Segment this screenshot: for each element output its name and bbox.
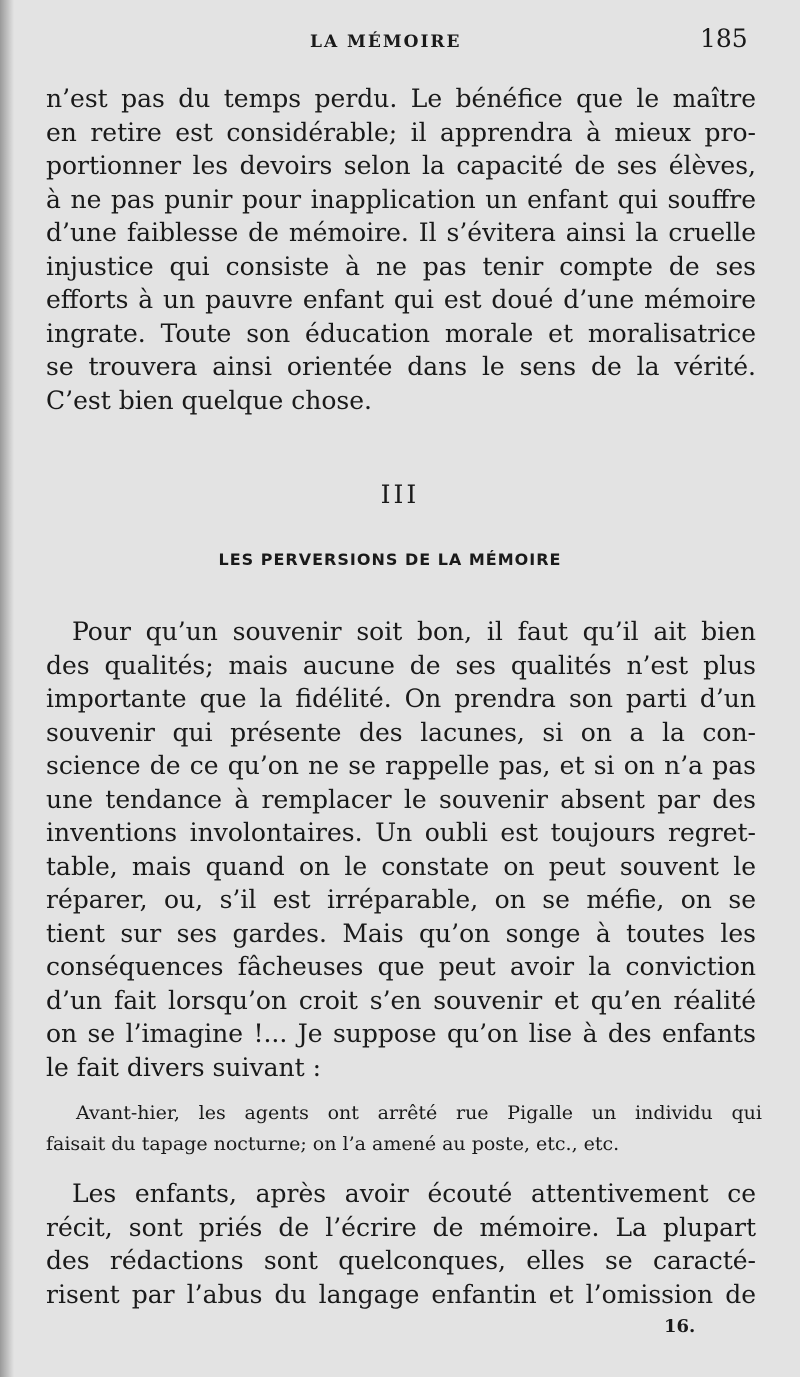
binding-shadow — [0, 0, 14, 1377]
page-number: 185 — [700, 24, 748, 53]
quoted-news-item — [46, 1098, 762, 1160]
text-line: des qualités; mais aucune de ses qualités n’est plus — [46, 650, 756, 680]
paragraph-continuation — [46, 82, 756, 417]
section-title: LES PERVERSIONS DE LA MÉMOIRE — [218, 550, 562, 569]
text-line: efforts à un pauvre enfant qui est doué d’une mémoire — [46, 285, 756, 314]
text-line: souvenir qui présente des lacunes, si on a la con- — [46, 717, 756, 747]
text-line: des rédactions sont quelconques, elles se caracté- — [46, 1246, 756, 1275]
text-line: n’est pas du temps perdu. Le bénéfice que le maître — [46, 84, 756, 113]
signature-mark: 16. — [664, 1316, 696, 1337]
running-head — [0, 24, 800, 60]
quote-line: Avant-hier, les agents ont arrêté rue Pigalle un individu qui — [76, 1102, 762, 1124]
text-line: en retire est considérable; il apprendra à mieux pro- — [46, 117, 756, 147]
text-line: ingrate. Toute son éducation morale et moralisatrice — [46, 318, 756, 348]
text-line: une tendance à remplacer le souvenir absent par des — [46, 784, 756, 814]
text-line: réparer, ou, s’il est irréparable, on se méfie, on se — [46, 885, 756, 914]
text-line: on se l’imagine !... Je suppose qu’on lise à des enfants — [46, 1019, 756, 1048]
text-line: d’un fait lorsqu’on croit s’en souvenir et qu’en réalité — [46, 985, 756, 1015]
text-line: inventions involontaires. Un oubli est toujours regret- — [46, 818, 756, 847]
text-line: d’une faiblesse de mémoire. Il s’évitera ainsi la cruelle — [46, 218, 756, 247]
text-line: se trouvera ainsi orientée dans le sens de la vérité. — [46, 352, 756, 381]
text-line: tient sur ses gardes. Mais qu’on songe à toutes les — [46, 918, 756, 948]
text-line: injustice qui consiste à ne pas tenir compte de ses — [46, 251, 756, 281]
text-line: à ne pas punir pour inapplication un enfant qui souffre — [46, 184, 756, 214]
text-line: risent par l’abus du langage enfantin et l’omission de — [46, 1279, 756, 1309]
text-line: récit, sont priés de l’écrire de mémoire. La plupart — [46, 1212, 756, 1242]
text-line: le fait divers suivant : — [46, 1052, 321, 1082]
section-number: III — [380, 480, 420, 509]
paragraph-perversions — [46, 615, 756, 1084]
running-title: LA MÉMOIRE — [310, 32, 462, 52]
text-line: portionner les devoirs selon la capacité de ses élèves, — [46, 151, 756, 180]
quote-line: faisait du tapage nocturne; on l’a amené au poste, etc., etc. — [46, 1133, 620, 1155]
text-line: table, mais quand on le constate on peut souvent le — [46, 851, 756, 881]
text-line: Les enfants, après avoir écouté attentivement ce — [72, 1179, 756, 1208]
text-line: importante que la fidélité. On prendra son parti d’un — [46, 684, 756, 713]
text-line: Pour qu’un souvenir soit bon, il faut qu’il ait bien — [72, 617, 756, 646]
paragraph-children — [46, 1177, 756, 1311]
text-line: C’est bien quelque chose. — [46, 385, 373, 415]
text-line: science de ce qu’on ne se rappelle pas, et si on n’a pas — [46, 751, 756, 780]
text-line: conséquences fâcheuses que peut avoir la conviction — [46, 952, 756, 981]
